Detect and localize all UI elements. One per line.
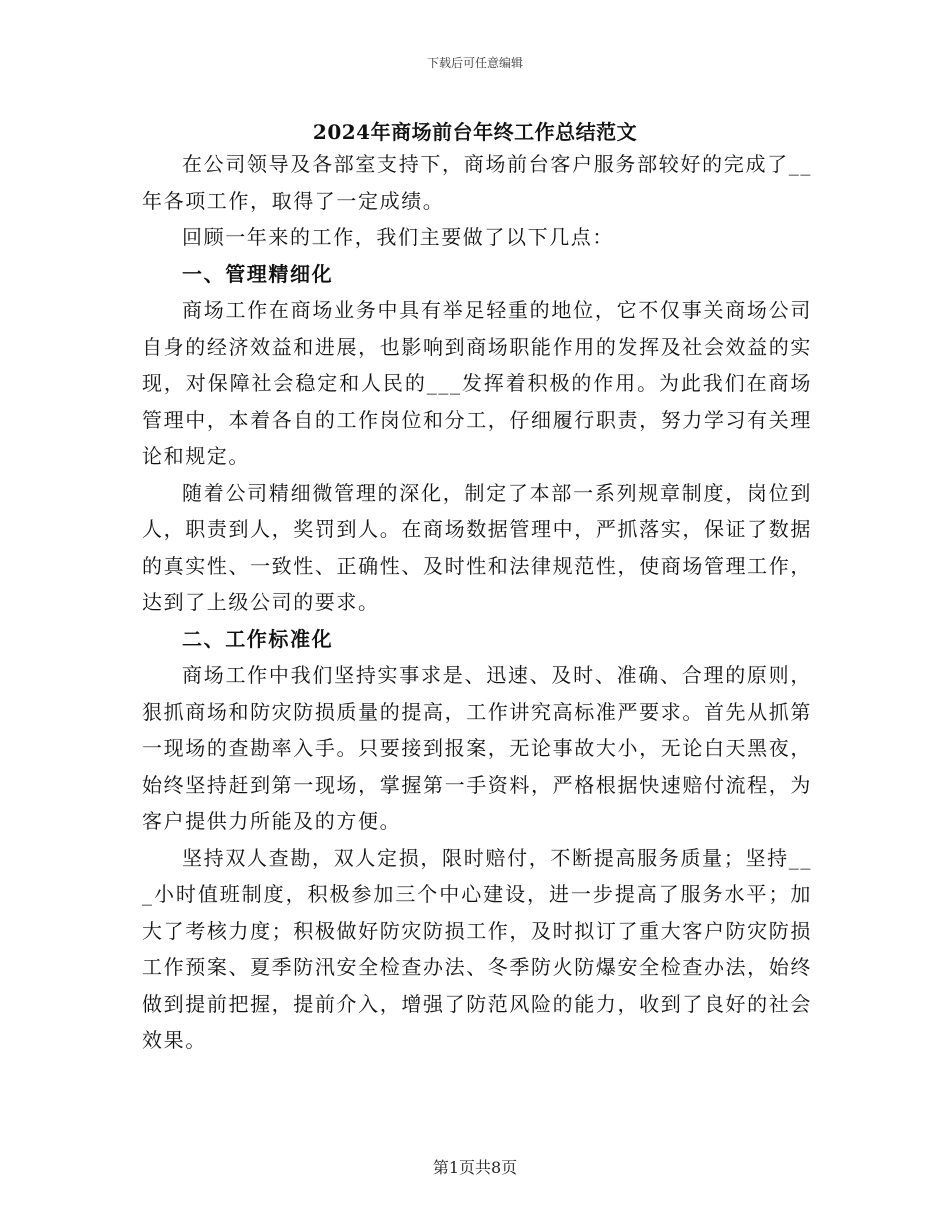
intro-paragraph: 在公司领导及各部室支持下，商场前台客户服务部较好的完成了__年各项工作，取得了一定成绩。	[142, 152, 812, 213]
body-paragraph: 随着公司精细微管理的深化，制定了本部一系列规章制度，岗位到人，职责到人，奖罚到人。在商场数据管理中，严抓落实，保证了数据的真实性、一致性、正确性、及时性和法律规范性，使商场管理工作，达到了上级公司的要求。	[142, 480, 812, 614]
document-body	[142, 146, 812, 1059]
body-paragraph: 商场工作在商场业务中具有举足轻重的地位，它不仅事关商场公司自身的经济效益和进展，也影响到商场职能作用的发挥及社会效益的实现，对保障社会稳定和人民的___发挥着积极的作用。为此我们在商场管理中，本着各自的工作岗位和分工，仔细履行职责，努力学习有关理论和规定。	[142, 298, 812, 468]
intro-paragraph: 回顾一年来的工作，我们主要做了以下几点：	[182, 225, 614, 249]
body-paragraph: 商场工作中我们坚持实事求是、迅速、及时、准确、合理的原则，狠抓商场和防灾防损质量的提高，工作讲究高标准严要求。首先从抓第一现场的查勘率入手。只要接到报案，无论事故大小，无论白天黑夜，始终坚持赶到第一现场，掌握第一手资料，严格根据快速赔付流程，为客户提供力所能及的方便。	[142, 663, 812, 833]
body-paragraph: 坚持双人查勘，双人定损，限时赔付，不断提高服务质量；坚持___小时值班制度，积极参加三个中心建设，进一步提高了服务水平；加大了考核力度；积极做好防灾防损工作，及时拟订了重大客户防灾防损工作预案、夏季防汛安全检查办法、冬季防火防爆安全检查办法，始终做到提前把握，提前介入，增强了防范风险的能力，收到了良好的社会效果。	[142, 845, 812, 1052]
page-title: 2024年商场前台年终工作总结范文	[312, 120, 638, 144]
header-note: 下载后可任意编辑	[426, 56, 523, 70]
page-number: 第1页共8页	[432, 1158, 518, 1177]
section-heading: 二、工作标准化	[182, 626, 334, 651]
section-heading: 一、管理精细化	[182, 261, 334, 286]
